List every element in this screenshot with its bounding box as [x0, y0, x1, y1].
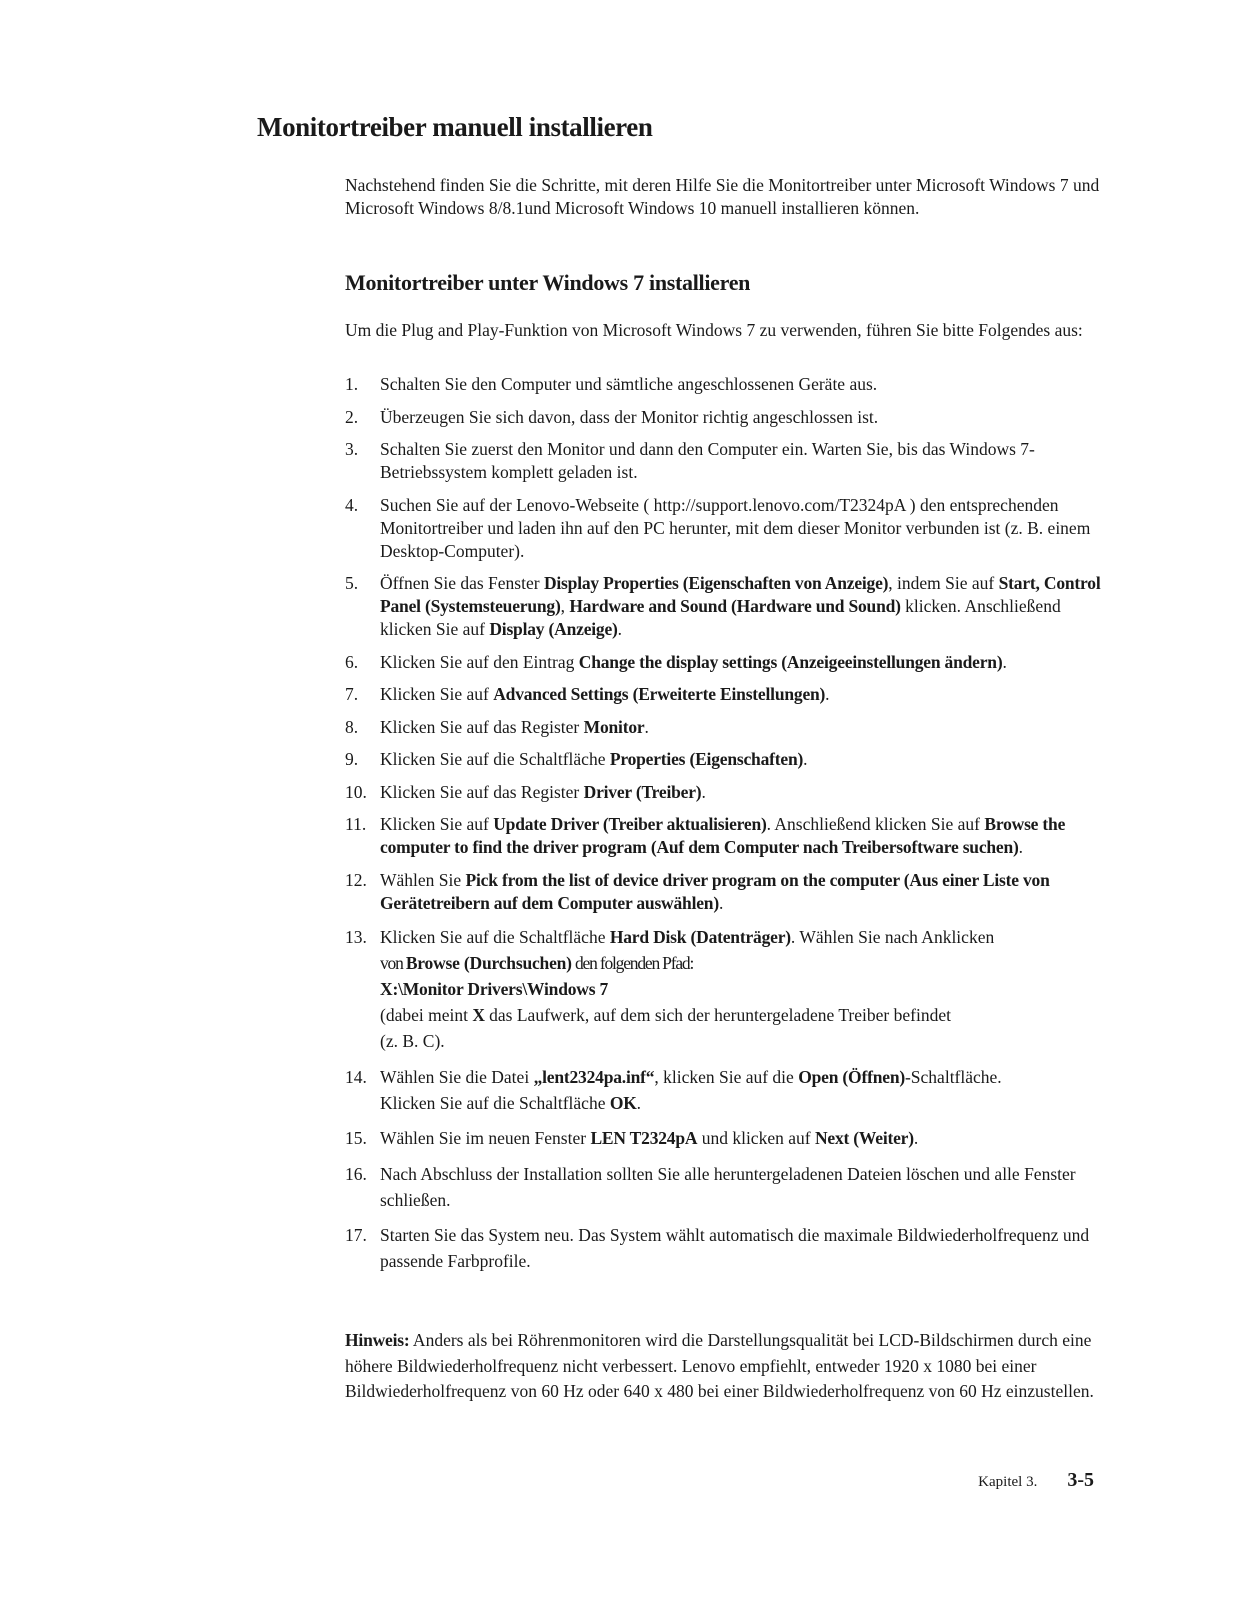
step-text: Klicken Sie auf den Eintrag [380, 651, 579, 672]
step-text: , [560, 596, 570, 616]
step-text: . [913, 1128, 919, 1148]
ui-term: OK [609, 1092, 637, 1113]
step-text: . [1018, 837, 1024, 857]
step-text: , klicken Sie auf die [654, 1066, 799, 1087]
step-text: (z. B. C). [380, 1031, 445, 1051]
step-text: Klicken Sie auf die Schaltfläche [380, 927, 610, 947]
page-number: 3-5 [1067, 1469, 1094, 1491]
step-text: Klicken Sie auf die Schaltfläche [380, 1092, 610, 1113]
step-number: 10. [345, 781, 367, 802]
page-footer [978, 1469, 1094, 1492]
step-text: . [718, 892, 724, 913]
list-item [345, 1125, 1115, 1151]
step-text: Schalten Sie den Computer und sämtliche angeschlossenen Geräte aus. [380, 374, 878, 394]
step-number: 12. [345, 869, 367, 890]
step-number: 1. [345, 374, 359, 394]
step-text: . [636, 1092, 642, 1113]
list-item [345, 406, 1115, 429]
step-text: . [644, 716, 649, 737]
list-item [345, 572, 1115, 641]
step-text: . [1002, 651, 1007, 672]
step-number: 16. [345, 1163, 367, 1184]
step-text: , indem Sie auf [888, 573, 999, 593]
step-text: Klicken Sie auf das Register [380, 716, 584, 737]
step-text: und klicken auf [697, 1128, 815, 1148]
intro-paragraph: Nachstehend finden Sie die Schritte, mit deren Hilfe Sie die Monitortreiber unter Microsoft Windows 7 und Microsoft Windows 8/8.1und Microsoft Windows 10 manuell installieren können. [345, 175, 1100, 218]
step-text: Schalten Sie zuerst den Monitor und dann den Computer ein. Warten Sie, bis das Windows 7-Betriebssystem komplett geladen ist. [380, 439, 1035, 482]
ui-term: Monitor [583, 716, 645, 737]
file-name: „lent2324pa.inf“ [533, 1066, 655, 1087]
step-text: Wählen Sie die Datei [380, 1066, 534, 1087]
step-number: 17. [345, 1225, 367, 1245]
ui-term: Properties (Eigenschaften) [609, 749, 804, 769]
ui-term: Display Properties (Eigenschaften von Anzeige) [543, 573, 889, 593]
step-text: . [803, 749, 808, 769]
ui-term: Display (Anzeige) [489, 619, 618, 639]
step-number: 9. [345, 749, 359, 769]
step-line [380, 950, 1115, 976]
ui-term: Hard Disk (Datenträger) [609, 927, 791, 947]
page-title: Monitortreiber manuell installieren [257, 112, 653, 142]
step-text: Klicken Sie auf [380, 684, 494, 704]
step-text: -Schaltfläche. [904, 1066, 1002, 1087]
step-text: klicken. Anschließend klicken Sie auf [380, 596, 1061, 639]
step-text: Wählen Sie [380, 869, 466, 890]
step-number: 5. [345, 573, 359, 593]
note-label: Hinweis: [345, 1330, 410, 1350]
list-item [345, 1222, 1115, 1274]
ui-term: Start, Control Panel (Systemsteuerung) [380, 573, 1101, 616]
ui-term: Update Driver (Treiber aktualisieren) [493, 814, 767, 834]
step-text: Überzeugen Sie sich davon, dass der Monitor richtig angeschlossen ist. [380, 406, 879, 427]
list-item [345, 1161, 1115, 1213]
step-text: . [617, 619, 623, 639]
step-text: Suchen Sie auf der Lenovo-Webseite ( http://support.lenovo.com/T2324pA ) den entsprechenden Monitortreiber und laden ihn auf den PC herunter, mit dem dieser Monitor verbunden ist (z. B. einem Desktop-Computer). [380, 494, 1091, 561]
step-text: Klicken Sie auf die Schaltfläche [380, 749, 610, 769]
step-number: 8. [345, 716, 359, 737]
list-item [345, 869, 1115, 915]
note-text: Anders als bei Röhrenmonitoren wird die Darstellungsqualität bei LCD-Bildschirmen durch eine höhere Bildwiederholfrequenz nicht verbessert. Lenovo empfiehlt, entweder 1920 x 1080 bei einer Bildwiederholfrequenz von 60 Hz oder 640 x 480 bei einer Bildwiederholfrequenz von 60 Hz einzustellen. [345, 1330, 1094, 1401]
step-text: den folgenden Pfad: [571, 953, 694, 973]
step-text: Klicken Sie auf [380, 814, 494, 834]
step-text: von [380, 953, 406, 973]
driver-path: X:\Monitor Drivers\Windows 7 [380, 979, 609, 999]
step-text: (dabei meint [380, 1005, 473, 1025]
step-text: . [701, 781, 706, 802]
ui-term: Pick from the list of device driver program on the computer (Aus einer Liste von Gerätetreibern auf dem Computer auswählen) [380, 869, 1050, 913]
list-item [345, 924, 1115, 1054]
ui-term: Browse (Durchsuchen) [405, 953, 572, 973]
ui-term: Hardware and Sound (Hardware und Sound) [569, 596, 901, 616]
ui-term: Advanced Settings (Erweiterte Einstellungen) [493, 684, 826, 704]
ui-term: Driver (Treiber) [583, 781, 702, 802]
note-paragraph [345, 1328, 1105, 1405]
step-number: 13. [345, 927, 367, 947]
step-line [380, 1090, 1115, 1116]
step-number: 7. [345, 684, 359, 704]
list-item [345, 781, 1115, 804]
list-item [345, 748, 1115, 771]
lead-paragraph: Um die Plug and Play-Funktion von Microsoft Windows 7 zu verwenden, führen Sie bitte Folgendes aus: [345, 320, 1083, 340]
step-number: 6. [345, 651, 359, 672]
list-item [345, 651, 1115, 674]
step-line [380, 1002, 1115, 1028]
step-text: Klicken Sie auf das Register [380, 781, 584, 802]
step-text: das Laufwerk, auf dem sich der heruntergeladene Treiber befindet [484, 1005, 951, 1025]
chapter-label: Kapitel 3. [978, 1474, 1038, 1490]
list-item [345, 683, 1115, 706]
step-text: Wählen Sie im neuen Fenster [380, 1128, 591, 1148]
step-text: Starten Sie das System neu. Das System wählt automatisch die maximale Bildwiederholfrequenz und passende Farbprofile. [380, 1225, 1090, 1271]
step-number: 4. [345, 494, 359, 515]
list-item [345, 438, 1115, 484]
step-text: . [825, 684, 830, 704]
list-item [345, 494, 1115, 563]
ui-term: Browse the computer to find the driver program (Auf dem Computer nach Treibersoftware suchen) [380, 814, 1066, 857]
step-text: . Wählen Sie nach Anklicken [790, 927, 995, 947]
section-title: Monitortreiber unter Windows 7 installieren [345, 270, 751, 295]
step-number: 11. [345, 814, 367, 834]
step-number: 3. [345, 439, 359, 459]
step-text: Nach Abschluss der Installation sollten Sie alle heruntergeladenen Dateien löschen und alle Fenster schließen. [380, 1163, 1076, 1210]
ui-term: Open (Öffnen) [798, 1066, 905, 1087]
step-text: . Anschließend klicken Sie auf [766, 814, 985, 834]
ui-term: Change the display settings (Anzeigeeinstellungen ändern) [578, 651, 1003, 672]
steps-list [345, 373, 1115, 1284]
step-number: 15. [345, 1128, 367, 1148]
step-number: 2. [345, 406, 359, 427]
ui-term: LEN T2324pA [590, 1128, 698, 1148]
list-item [345, 1064, 1115, 1116]
list-item [345, 716, 1115, 739]
list-item [345, 813, 1115, 859]
ui-term: Next (Weiter) [814, 1128, 914, 1148]
list-item [345, 373, 1115, 396]
step-text: Öffnen Sie das Fenster [380, 573, 544, 593]
step-number: 14. [345, 1066, 367, 1087]
ui-term: X [472, 1005, 485, 1025]
